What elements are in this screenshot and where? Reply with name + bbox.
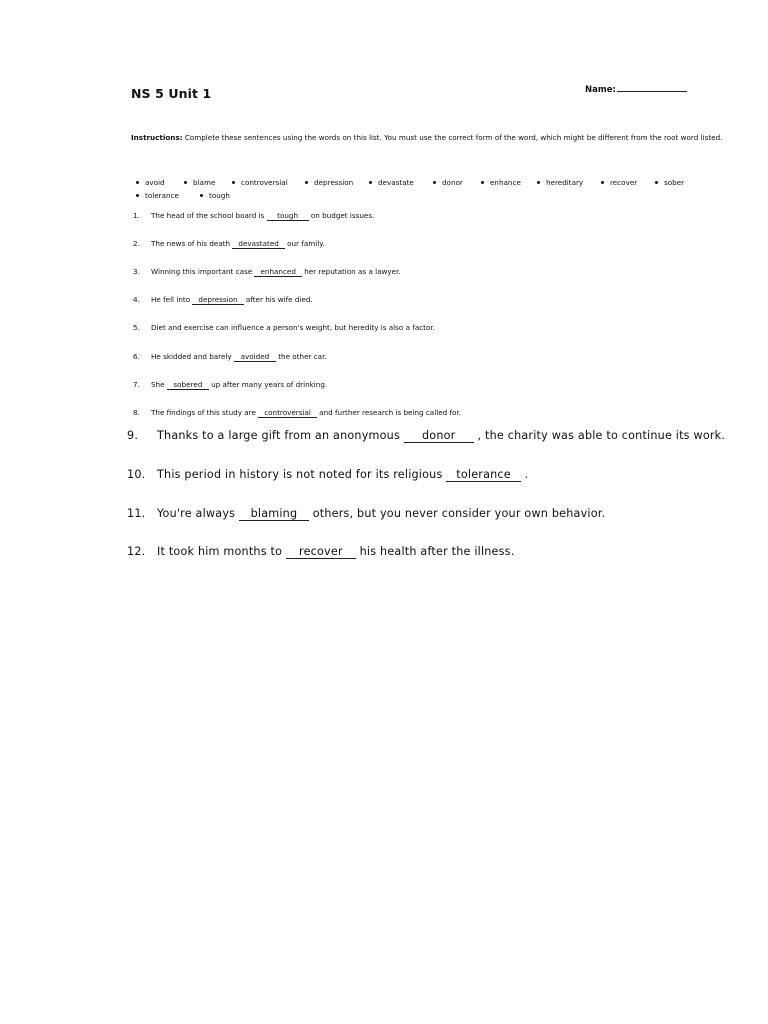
word-list-item: depression <box>305 178 353 187</box>
sentence-item: 9. Thanks to a large gift from an anonymous donor , the charity was able to continue its work. <box>127 429 726 442</box>
bullet-icon <box>601 181 604 184</box>
answer-blank: enhanced <box>254 268 301 277</box>
sentence-item: 8. The findings of this study are controversial and further research is being called for. <box>133 408 461 417</box>
word-list-item: controversial <box>232 178 288 187</box>
bullet-icon <box>369 181 372 184</box>
bullet-icon <box>433 181 436 184</box>
bullet-icon <box>200 194 203 197</box>
answer-blank: recover <box>286 546 356 559</box>
bullet-icon <box>232 181 235 184</box>
sentence-item: 10. This period in history is not noted for its religious tolerance . <box>127 468 529 481</box>
answer-blank: controversial <box>258 409 317 418</box>
answer-blank: tolerance <box>446 469 521 482</box>
word-list-item: tolerance <box>136 191 179 200</box>
word-list-item: donor <box>433 178 463 187</box>
answer-blank: blaming <box>239 508 309 521</box>
answer-blank: tough <box>267 212 309 221</box>
word-list-item: enhance <box>481 178 521 187</box>
sentence-item: 11. You're always blaming others, but you never consider your own behavior. <box>127 507 606 520</box>
answer-blank: depression <box>192 296 243 305</box>
sentence-item: 2. The news of his death devastated our family. <box>133 239 325 248</box>
word-list-item: recover <box>601 178 637 187</box>
bullet-icon <box>305 181 308 184</box>
instructions-text: Complete these sentences using the words on this list. You must use the correct form of the word, which might be different from the root word listed. <box>182 133 723 142</box>
bullet-icon <box>537 181 540 184</box>
word-list-item: hereditary <box>537 178 583 187</box>
answer-blank: avoided <box>234 353 276 362</box>
bullet-icon <box>655 181 658 184</box>
answer-blank: sobered <box>167 381 209 390</box>
instructions-label: Instructions: <box>131 133 183 142</box>
sentence-item: 6. He skidded and barely avoided the other car. <box>133 352 327 361</box>
sentence-item: 12. It took him months to recover his health after the illness. <box>127 545 515 558</box>
bullet-icon <box>184 181 187 184</box>
answer-blank: donor <box>404 430 474 443</box>
bullet-icon <box>136 194 139 197</box>
word-list-item: tough <box>200 191 230 200</box>
word-list-item: blame <box>184 178 215 187</box>
name-label: Name: <box>585 85 616 95</box>
name-blank-line <box>617 83 687 92</box>
word-list-item: sober <box>655 178 684 187</box>
word-list-item: avoid <box>136 178 165 187</box>
answer-blank: devastated <box>232 240 284 249</box>
page-title: NS 5 Unit 1 <box>131 86 212 101</box>
bullet-icon <box>481 181 484 184</box>
sentence-item: 5. Diet and exercise can influence a person's weight, but heredity is also a factor. <box>133 323 435 332</box>
sentence-item: 4. He fell into depression after his wife died. <box>133 295 313 304</box>
name-field <box>585 83 687 95</box>
instructions <box>131 133 731 143</box>
sentence-item: 7. She sobered up after many years of drinking. <box>133 380 328 389</box>
bullet-icon <box>136 181 139 184</box>
sentence-item: 1. The head of the school board is tough on budget issues. <box>133 211 375 220</box>
sentence-item: 3. Winning this important case enhanced her reputation as a lawyer. <box>133 267 401 276</box>
word-list-item: devastate <box>369 178 414 187</box>
